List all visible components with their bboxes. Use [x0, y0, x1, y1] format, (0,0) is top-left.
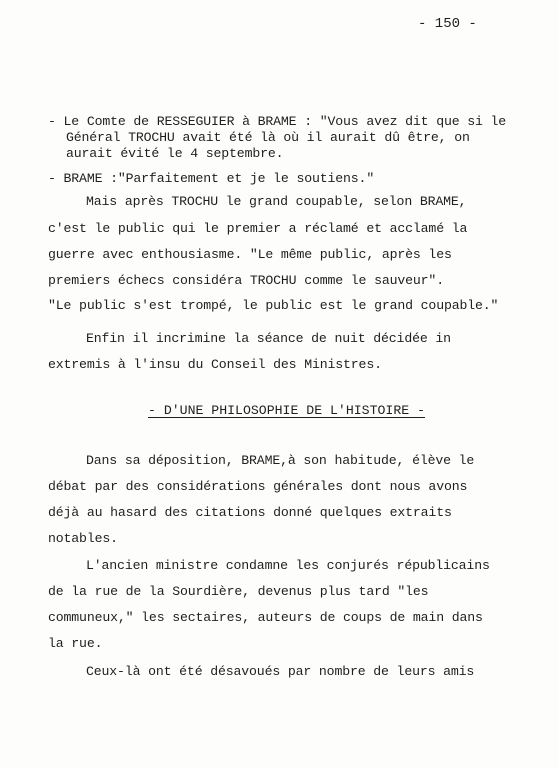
text-line: - BRAME :"Parfaitement et je le soutiens." — [48, 171, 375, 186]
text-line: Général TROCHU avait été là où il aurait dû être, on — [66, 130, 470, 145]
text-line: - Le Comte de RESSEGUIER à BRAME : "Vous avez dit que si le — [48, 114, 507, 129]
text-line: L'ancien ministre condamne les conjurés républicains — [86, 558, 490, 573]
text-line: c'est le public qui le premier a réclamé et acclamé la — [48, 221, 468, 236]
text-line: Enfin il incrimine la séance de nuit décidée in — [86, 331, 451, 346]
text-line: de la rue de la Sourdière, devenus plus tard "les — [48, 584, 429, 599]
text-line: premiers échecs considéra TROCHU comme le sauveur". — [48, 273, 444, 288]
section-heading: - D'UNE PHILOSOPHIE DE L'HISTOIRE - — [148, 403, 425, 418]
text-line: la rue. — [48, 636, 103, 651]
text-line: "Le public s'est trompé, le public est le grand coupable." — [48, 298, 499, 313]
page-number: - 150 - — [418, 16, 477, 32]
text-line: débat par des considérations générales dont nous avons — [48, 479, 468, 494]
text-line: Dans sa déposition, BRAME,à son habitude, élève le — [86, 453, 475, 468]
text-line: Ceux-là ont été désavoués par nombre de leurs amis — [86, 664, 475, 679]
text-line: aurait évité le 4 septembre. — [66, 146, 284, 161]
text-line: Mais après TROCHU le grand coupable, selon BRAME, — [86, 194, 467, 209]
text-line: communeux," les sectaires, auteurs de coups de main dans — [48, 610, 483, 625]
text-line: notables. — [48, 531, 118, 546]
text-line: guerre avec enthousiasme. "Le même public, après les — [48, 247, 452, 262]
text-line: extremis à l'insu du Conseil des Ministres. — [48, 357, 382, 372]
text-line: déjà au hasard des citations donné quelques extraits — [48, 505, 452, 520]
